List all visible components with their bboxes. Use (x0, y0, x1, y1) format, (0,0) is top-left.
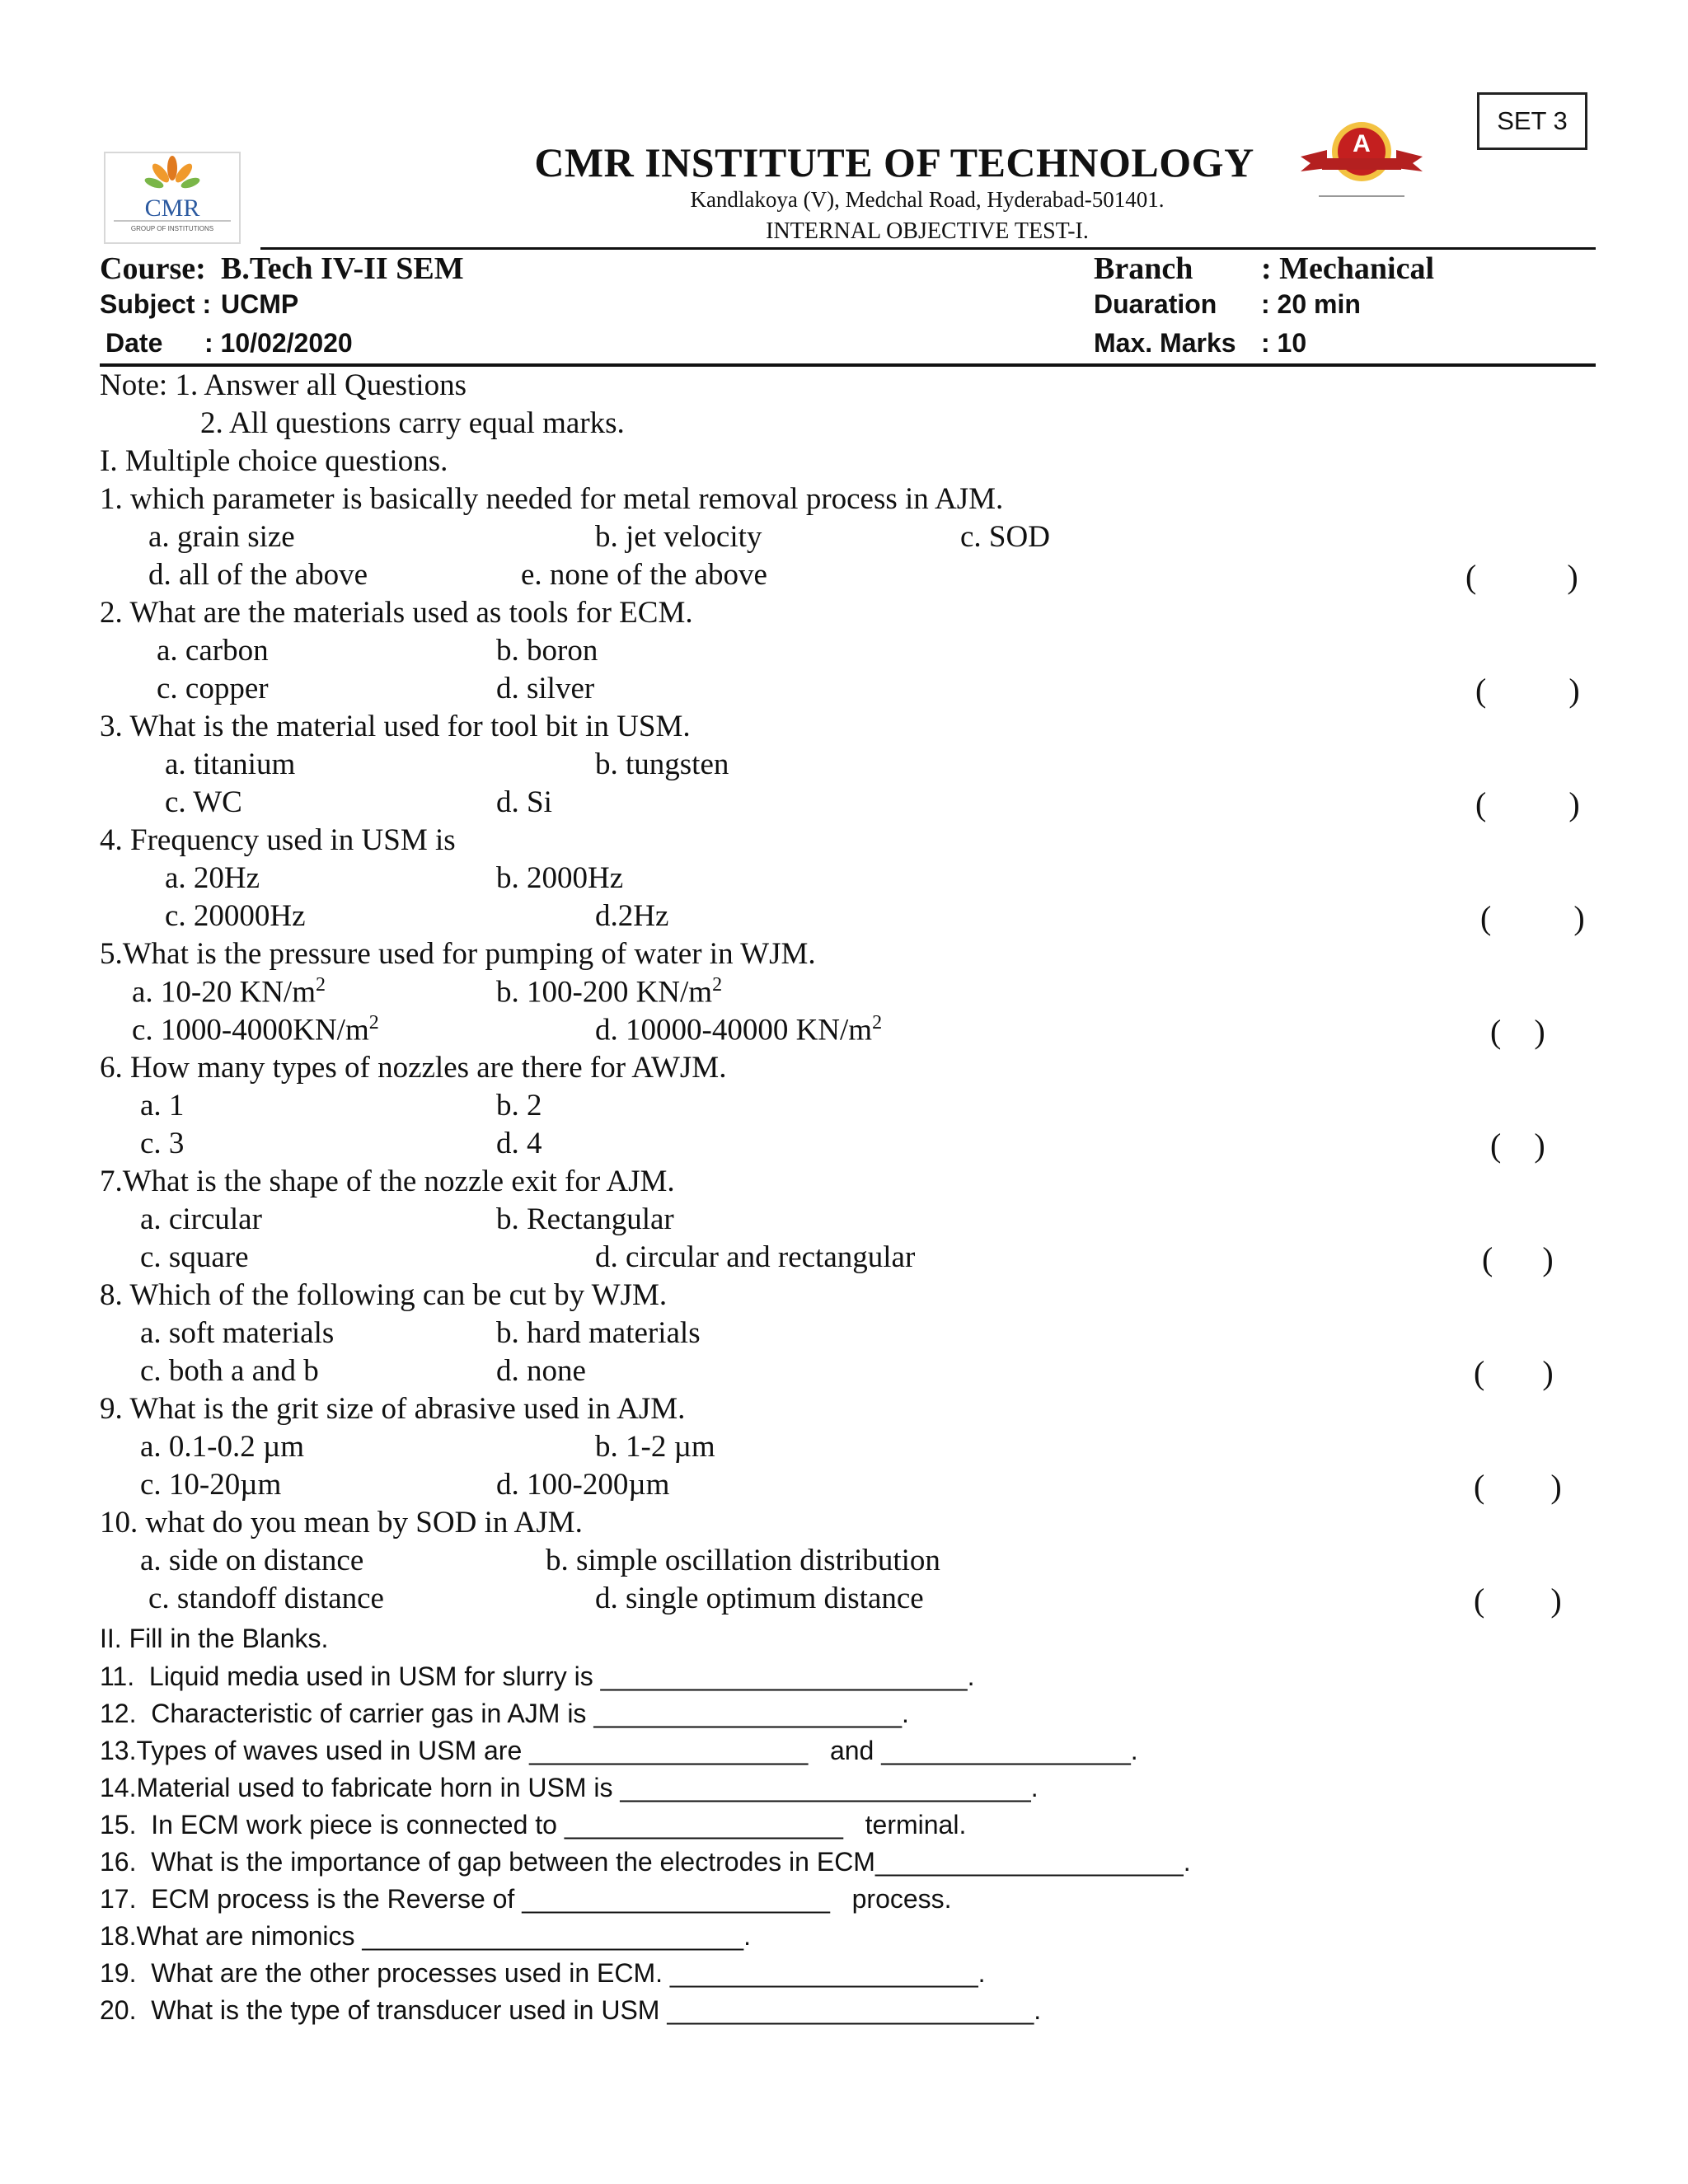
question-5: 5.What is the pressure used for pumping of water in WJM. (100, 937, 816, 971)
duration-value: : 20 min (1261, 289, 1361, 319)
q8-answer-box[interactable]: ( ) (1474, 1354, 1554, 1391)
q4-option-c: c. 20000Hz (165, 899, 306, 933)
fill-blank-18[interactable]: 18.What are nimonics __________________________. (100, 1921, 751, 1951)
svg-text:GROUP OF INSTITUTIONS: GROUP OF INSTITUTIONS (130, 225, 214, 232)
q2-option-a: a. carbon (157, 634, 269, 668)
q2-option-d: d. silver (496, 672, 595, 705)
course-label: Course: (100, 251, 206, 286)
subject-value: UCMP (221, 289, 299, 319)
note-line-1: Note: 1. Answer all Questions (100, 368, 467, 402)
question-9: 9. What is the grit size of abrasive used in AJM. (100, 1392, 686, 1426)
q3-answer-box[interactable]: ( ) (1475, 785, 1580, 823)
q3-option-d: d. Si (496, 785, 552, 819)
q10-option-b: b. simple oscillation distribution (546, 1544, 940, 1577)
q1-option-c: c. SOD (960, 520, 1050, 554)
duration-label: Duaration (1094, 289, 1217, 319)
marks-value: : 10 (1261, 328, 1307, 358)
q3-option-b: b. tungsten (595, 748, 729, 781)
q7-answer-box[interactable]: ( ) (1482, 1240, 1554, 1277)
q4-option-b: b. 2000Hz (496, 861, 624, 895)
q1-option-b: b. jet velocity (595, 520, 762, 554)
fill-blank-15[interactable]: 15. In ECM work piece is connected to ___________________ terminal. (100, 1810, 967, 1840)
header-rule-top (260, 247, 1596, 250)
question-4: 4. Frequency used in USM is (100, 823, 456, 857)
header-rule-bottom (100, 363, 1596, 367)
q6-option-a: a. 1 (140, 1089, 185, 1122)
fill-blank-11[interactable]: 11. Liquid media used in USM for slurry is _________________________. (100, 1661, 975, 1691)
q7-option-c: c. square (140, 1240, 249, 1274)
q7-option-b: b. Rectangular (496, 1202, 674, 1236)
q5-option-c: c. $1000-4000KN/m^2$ (132, 1012, 379, 1047)
q5-option-d: d. 10000-40000 $KN/m^2$ (595, 1012, 883, 1047)
q10-option-c: c. standoff distance (148, 1582, 384, 1615)
q1-option-a: a. grain size (148, 520, 295, 554)
date-value: : 10/02/2020 (204, 328, 353, 358)
q2-option-b: b. boron (496, 634, 598, 668)
q5-answer-box[interactable]: ( ) (1490, 1013, 1545, 1050)
q9-answer-box[interactable]: ( ) (1474, 1468, 1562, 1505)
fill-blank-17[interactable]: 17. ECM process is the Reverse of _____________________ process. (100, 1884, 952, 1914)
question-8: 8. Which of the following can be cut by WJM. (100, 1278, 668, 1312)
q9-option-d: d. 100-200µm (496, 1468, 670, 1502)
fill-blank-16[interactable]: 16. What is the importance of gap between the electrodes in ECM_____________________. (100, 1847, 1191, 1877)
set-label: SET 3 (1477, 92, 1587, 150)
note-line-2: 2. All questions carry equal marks. (200, 406, 625, 440)
question-3: 3. What is the material used for tool bit in USM. (100, 710, 691, 743)
q6-option-d: d. 4 (496, 1127, 542, 1160)
q2-option-c: c. copper (157, 672, 269, 705)
branch-value: : Mechanical (1261, 251, 1435, 286)
question-2: 2. What are the materials used as tools for ECM. (100, 596, 693, 630)
q4-option-a: a. 20Hz (165, 861, 260, 895)
q9-option-a: a. 0.1-0.2 µm (140, 1430, 305, 1464)
q6-option-c: c. 3 (140, 1127, 185, 1160)
course-value: B.Tech IV-II SEM (221, 251, 464, 286)
section-1-title: I. Multiple choice questions. (100, 444, 448, 478)
q6-answer-box[interactable]: ( ) (1490, 1127, 1545, 1164)
q10-answer-box[interactable]: ( ) (1474, 1582, 1562, 1619)
q6-option-b: b. 2 (496, 1089, 542, 1122)
section-2-title: II. Fill in the Blanks. (100, 1624, 329, 1653)
q9-option-c: c. 10-20µm (140, 1468, 282, 1502)
q3-option-a: a. titanium (165, 748, 296, 781)
q5-option-b: b. 100-200 $KN/m^2$ (496, 974, 723, 1010)
q3-option-c: c. WC (165, 785, 242, 819)
q1-option-d: d. all of the above (148, 558, 368, 592)
subject-label: Subject : (100, 289, 212, 319)
fill-blank-13[interactable]: 13.Types of waves used in USM are ___________________ and _________________. (100, 1736, 1138, 1765)
fill-blank-20[interactable]: 20. What is the type of transducer used in USM _________________________. (100, 1995, 1042, 2025)
institute-address: Kandlakoya (V), Medchal Road, Hyderabad-501401. (690, 187, 1165, 212)
q8-option-c: c. both a and b (140, 1354, 319, 1388)
q8-option-b: b. hard materials (496, 1316, 701, 1350)
svg-text:CMR: CMR (144, 194, 200, 222)
q1-answer-box[interactable]: ( ) (1465, 558, 1578, 595)
question-10: 10. what do you mean by SOD in AJM. (100, 1506, 583, 1540)
q2-answer-box[interactable]: ( ) (1475, 672, 1580, 709)
q5-option-a: a. 10-20 $KN/m^2$ (132, 974, 326, 1010)
date-label: Date (106, 328, 163, 358)
question-1: 1. which parameter is basically needed for metal removal process in AJM. (100, 482, 1004, 516)
marks-label: Max. Marks (1094, 328, 1236, 358)
test-name: INTERNAL OBJECTIVE TEST-I. (766, 218, 1089, 244)
q7-option-d: d. circular and rectangular (595, 1240, 916, 1274)
q8-option-d: d. none (496, 1354, 586, 1388)
fill-blank-19[interactable]: 19. What are the other processes used in ECM. _____________________. (100, 1958, 986, 1988)
q1-option-e: e. none of the above (521, 558, 767, 592)
q7-option-a: a. circular (140, 1202, 262, 1236)
q10-option-a: a. side on distance (140, 1544, 364, 1577)
q9-option-b: b. 1-2 µm (595, 1430, 715, 1464)
question-7: 7.What is the shape of the nozzle exit for AJM. (100, 1165, 675, 1198)
svg-text:A: A (1353, 130, 1371, 157)
q4-answer-box[interactable]: ( ) (1480, 899, 1585, 936)
q8-option-a: a. soft materials (140, 1316, 335, 1350)
institute-name: CMR INSTITUTE OF TECHNOLOGY (534, 139, 1254, 185)
q10-option-d: d. single optimum distance (595, 1582, 924, 1615)
fill-blank-12[interactable]: 12. Characteristic of carrier gas in AJM is _____________________. (100, 1699, 909, 1728)
question-6: 6. How many types of nozzles are there for AWJM. (100, 1051, 727, 1085)
fill-blank-14[interactable]: 14.Material used to fabricate horn in USM is ____________________________. (100, 1773, 1039, 1802)
q4-option-d: d.2Hz (595, 899, 669, 933)
branch-label: Branch (1094, 251, 1193, 286)
